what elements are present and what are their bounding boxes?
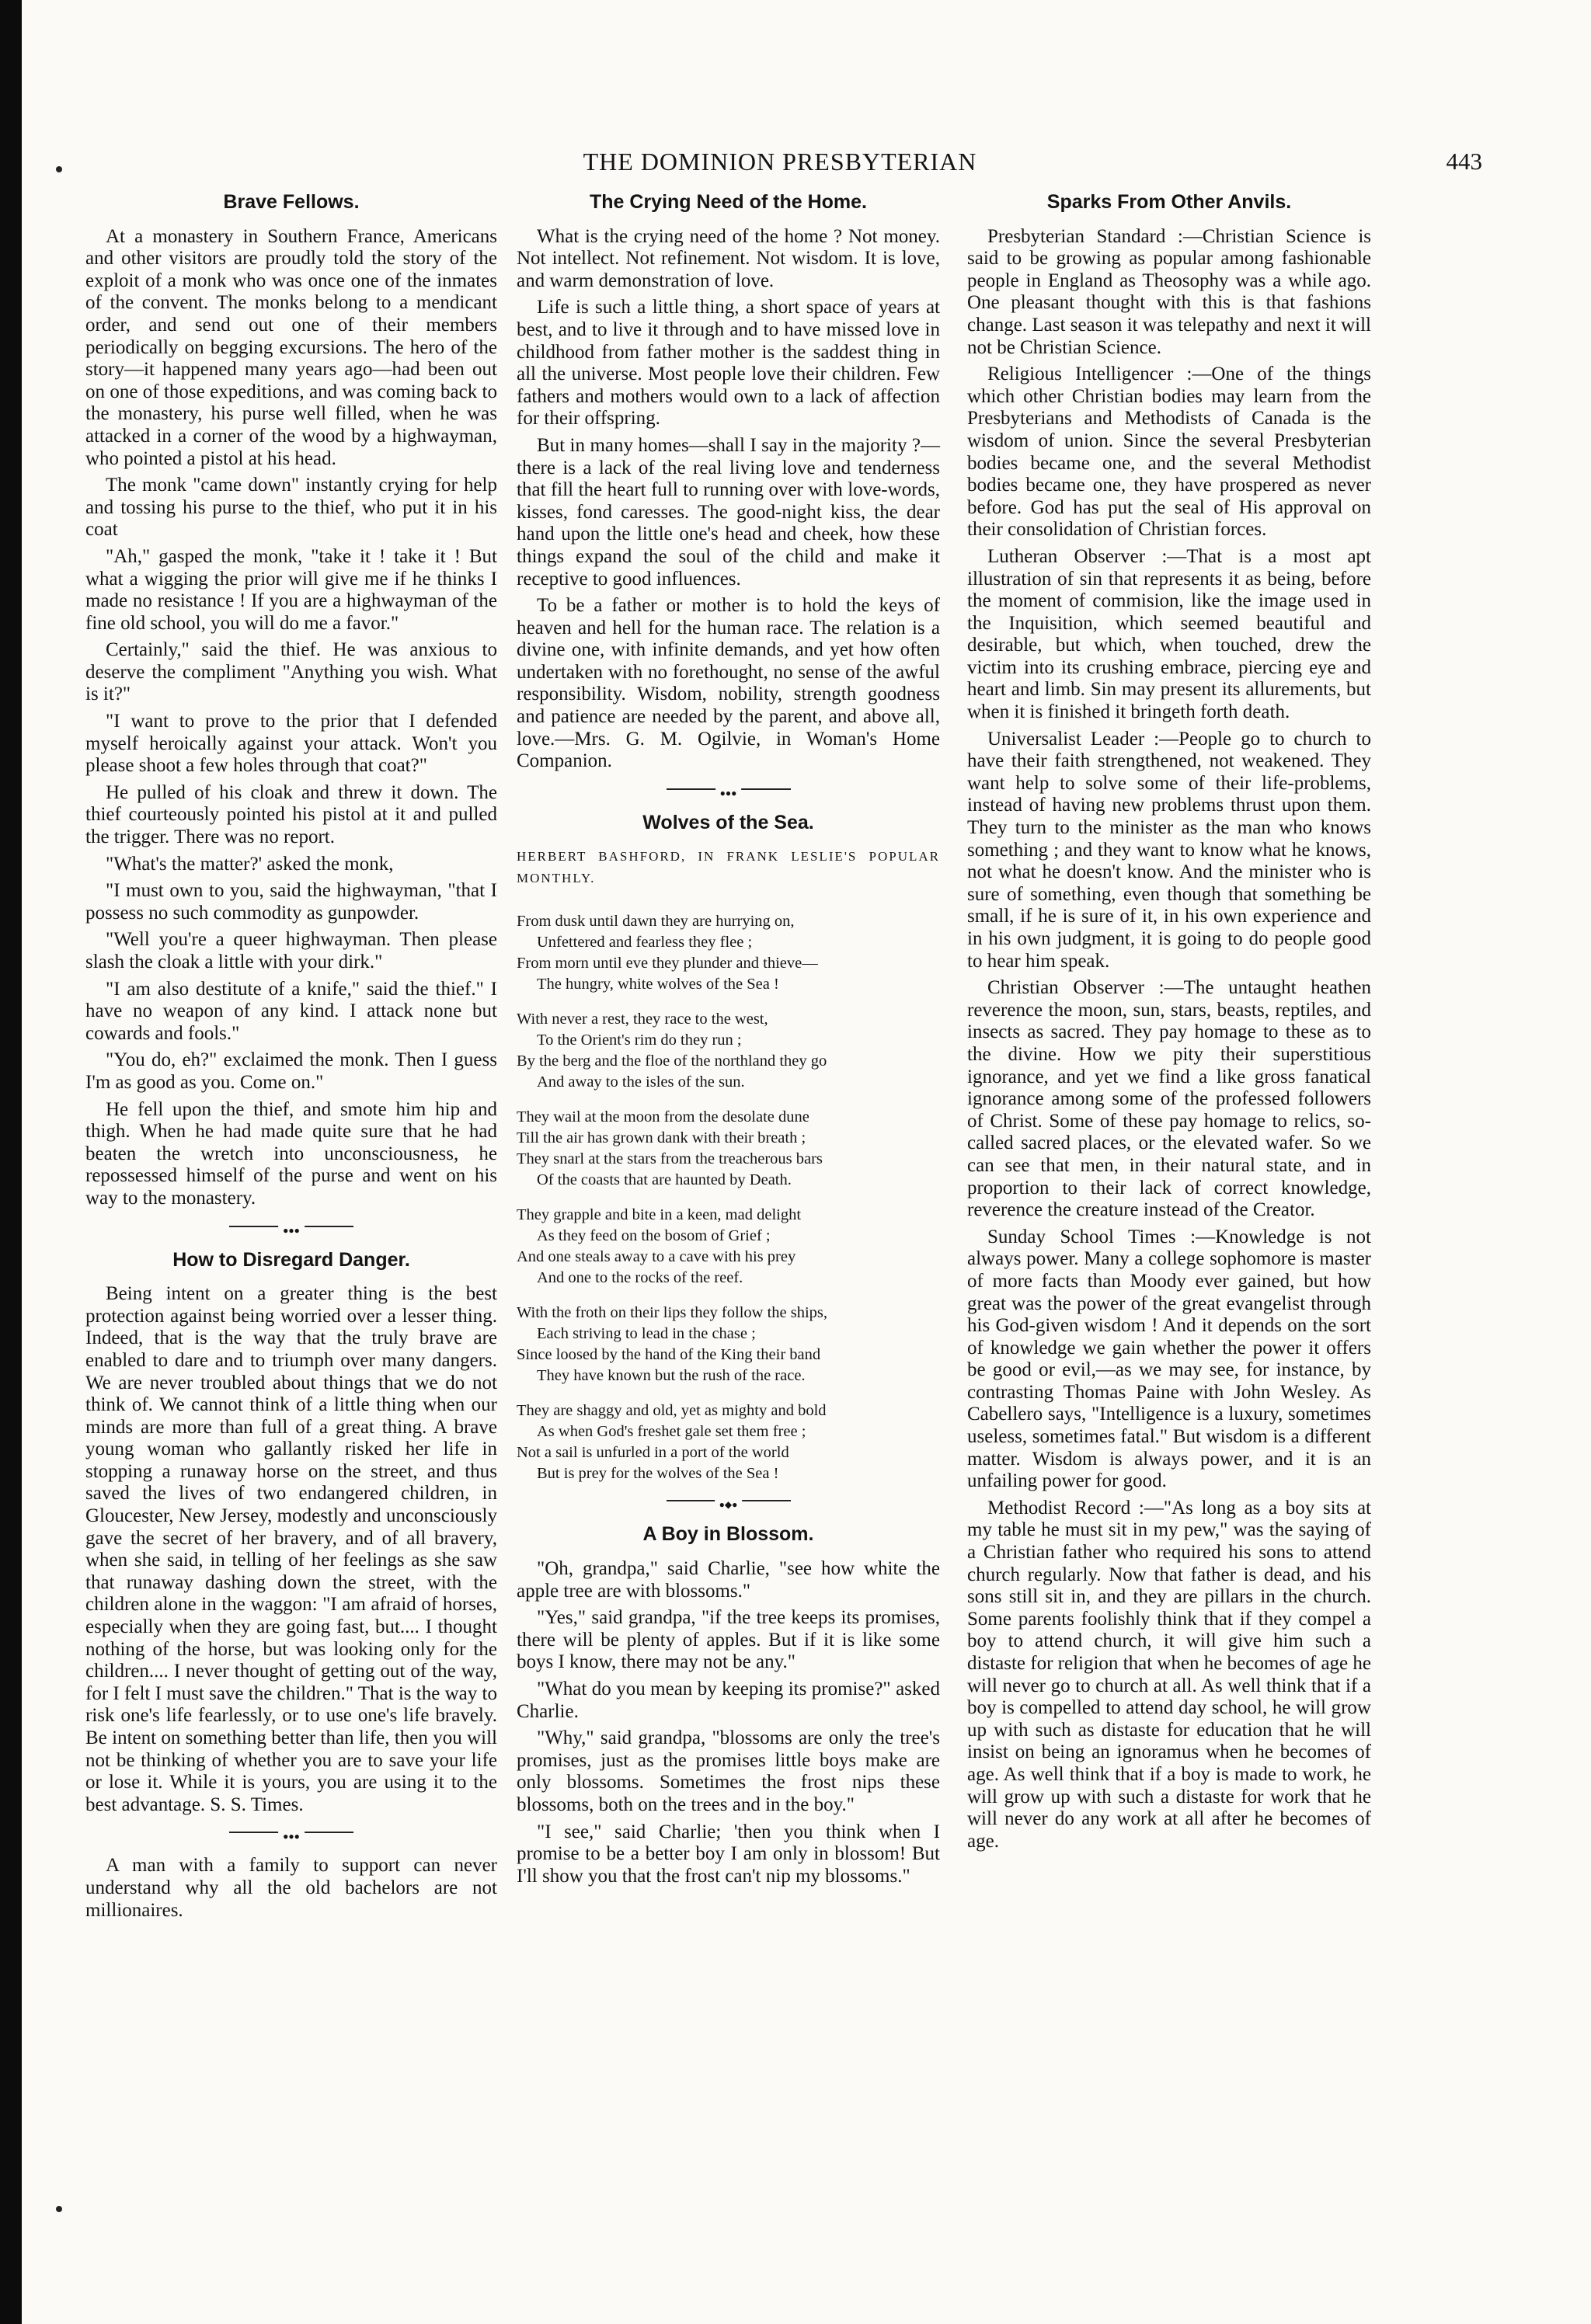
column-middle	[517, 186, 940, 1892]
paragraph: He pulled of his cloak and threw it down. The thief courteously pointed his pistol at it and pulled the trigger. There was no report.	[85, 781, 497, 848]
poem-line: To the Orient's rim do they run ;	[537, 1032, 742, 1049]
poem-line: They have known but the rush of the race.	[537, 1367, 806, 1385]
paragraph: Being intent on a greater thing is the best protection against being worried over a lesser thing. Indeed, that is the way that the truly brave are enabled to dare and to triumph over many dangers. We are never troubled about things that we do not think of. We cannot think of a little thing when our minds are more than full of a great thing. A brave young woman who gallantly risked her life in stopping a runaway horse on the street, and thus saved the lives of two endangered children, in Gloucester, New Jersey, modestly and unconsciously gave the secret of her bravery, and of all bravery, when she said, in telling of her feelings as she saw that runaway dashing down the street, with the children alone in the waggon: "I am afraid of horses, especially when they are going fast, but.... I thought nothing of the horse, but was looking only for the children.... I never thought of getting out of the way, for I felt I must save the children." That is the way to risk one's life fearlessly, or to use one's life bravely. Be intent on something better than life, then you will not be thinking of whether you are to save your life or lose it. While it is yours, you are using it to the best advantage. S. S. Times.	[85, 1283, 497, 1815]
paragraph: "What do you mean by keeping its promise?" asked Charlie.	[517, 1679, 940, 1722]
paragraph: "Yes," said grandpa, "if the tree keeps its promises, there will be plenty of apples. But if it is like some boys I know, there may not be any."	[517, 1607, 940, 1673]
poem-title: Wolves of the Sea.	[642, 811, 814, 833]
poem-stanza	[517, 1400, 940, 1484]
paragraph: Sunday School Times :—Knowledge is not always power. Many a college sophomore is master of more facts than Moody ever gained, but how great was the power of the great evangelist through his God-given wisdom ! And it depends on the sort of knowledge we gain whether the power it offers be good or evil,—as we may see, for instance, by contrasting Thomas Paine with John Wesley. As Cabellero says, "Intelligence is a luxury, sometimes useless, sometimes fatal." But wisdom is a different matter. Wisdom is always power, and it is an unfailing power for good.	[967, 1226, 1371, 1492]
paragraph: "I want to prove to the prior that I defended myself heroically against your attack. Won't you please shoot a few holes through that coat?"	[85, 711, 497, 777]
poem-line: They grapple and bite in a keen, mad delight	[517, 1206, 802, 1224]
poem-stanza	[517, 1107, 940, 1191]
paragraph: "Oh, grandpa," said Charlie, "see how white the apple tree are with blossoms."	[517, 1558, 940, 1602]
paragraph: Christian Observer :—The untaught heathen reverence the moon, sun, stars, beasts, reptiles, and insects as sacred. They pay homage to these as to the divine. How we pity their superstitious ignorance, and yet we find a like gross fanatical ignorance among some of the professed followers of Christ. Some of these pay homage to relics, so-called sacred places, or the elevated wafer. So we can see that men, in their natural state, and in proportion to their lack of correct knowledge, reverence the creature instead of the Creator.	[967, 977, 1371, 1221]
poem-byline: HERBERT BASHFORD, IN FRANK LESLIE'S POPULAR MONTHLY.	[517, 849, 940, 886]
article-title: Brave Fellows.	[223, 191, 360, 213]
column-right	[967, 186, 1371, 1857]
paragraph: "I see," said Charlie; 'then you think when I promise to be a better boy I am only in blossom! But I'll show you that the frost can't nip my blossoms."	[517, 1821, 940, 1887]
article-title: A Boy in Blossom.	[642, 1523, 814, 1546]
paragraph: To be a father or mother is to hold the keys of heaven and hell for the human race. The relation is a divine one, with infinite demands, and yet how often undertaken with no forethought, no sense of the awful responsibility. Wisdom, nobility, strength goodness and patience are needed by the parent, and above all, love.—Mrs. G. M. Ogilvie, in Woman's Home Companion.	[517, 595, 940, 772]
poem-line: From dusk until dawn they are hurrying on,	[517, 913, 795, 931]
article-title: How to Disregard Danger.	[172, 1248, 410, 1271]
paragraph: "You do, eh?" exclaimed the monk. Then I guess I'm as good as you. Come on."	[85, 1049, 497, 1093]
poem-line: Till the air has grown dank with their breath ;	[517, 1129, 806, 1147]
poem-line: They are shaggy and old, yet as mighty and bold	[517, 1402, 827, 1420]
scan-edge	[0, 0, 22, 2324]
poem-line: Not a sail is unfurled in a port of the world	[517, 1444, 789, 1462]
paragraph: "I am also destitute of a knife," said the thief." I have no weapon of any kind. I attack none but cowards and fools."	[85, 978, 497, 1044]
poem-line: As when God's freshet gale set them free ;	[537, 1423, 806, 1441]
paragraph: What is the crying need of the home ? Not money. Not intellect. Not refinement. Not wisdom. It is love, and warm demonstration of love.	[517, 225, 940, 291]
poem-stanza	[517, 911, 940, 995]
paragraph: But in many homes—shall I say in the majority ?—there is a lack of the real living love and tenderness that fill the heart full to running over with love-words, kisses, fond caresses. The good-night kiss, the dear hand upon the little one's head and cheek, how these things expand the soul of the child and make it receptive to good influences.	[517, 434, 940, 590]
paragraph: "Ah," gasped the monk, "take it ! take it ! But what a wigging the prior will give me if he thinks I made no resistance ! If you are a highwayman of the fine old school, you will do me a favor."	[85, 545, 497, 634]
poem-line: And one steals away to a cave with his prey	[517, 1248, 796, 1266]
paragraph: "I must own to you, said the highwayman, "that I possess no such commodity as gunpowder.	[85, 880, 497, 924]
paragraph: Lutheran Observer :—That is a most apt illustration of sin that represents it as being, before the moment of commision, like the image used in the Inquisition, which seemed beautiful and desirable, but which, when touched, drew the victim into its crushing embrace, piercing eye and heart and limb. Sin may present its allurements, but when it is finished it bringeth forth death.	[967, 545, 1371, 723]
page-header	[78, 148, 1482, 186]
poem-line: With the froth on their lips they follow the ships,	[517, 1304, 828, 1322]
poem-line: Since loosed by the hand of the King their band	[517, 1346, 821, 1364]
paragraph: At a monastery in Southern France, Americans and other visitors are proudly told the story of the exploit of a monk who was once one of the inmates of the convent. The monks belong to a mendicant order, and send out one of their members periodically on begging excursions. The hero of the story—it happened many years ago—had been out on one of those expeditions, and was coming back to the monastery, his purse well filled, when he was attacked in a corner of the wood by a highwayman, who pointed a pistol at his head.	[85, 225, 497, 469]
poem-line: With never a rest, they race to the west,	[517, 1011, 768, 1028]
paragraph: The monk "came down" instantly crying for help and tossing his purse to the thief, who put it in his coat	[85, 475, 497, 541]
paragraph: Religious Intelligencer :—One of the things which other Christian bodies may learn from the Presbyterians and Methodists of Canada is the wisdom of union. Since the several Presbyterian bodies became one, and the several Methodist bodies became one, they have prospered as never before. God has put the seal of His approval on their consolidation of Christian forces.	[967, 364, 1371, 541]
paragraph: Life is such a little thing, a short space of years at best, and to live it through and to have missed love in childhood from father mother is the saddest thing in all the universe. Most people love their children. Few fathers and mothers would own to a lack of affection for their offspring.	[517, 297, 940, 430]
article-title: Sparks From Other Anvils.	[1046, 191, 1292, 213]
poem-stanza	[517, 1205, 940, 1289]
paragraph: Methodist Record :—"As long as a boy sits at my table he must sit in my pew," was the saying of a Christian father who required his sons to attend church regularly. Now that father is dead, and his sons still sit in, and they are pillars in the church. Some parents foolishly think that if they compel a boy to attend church, it will give him such a distaste for religion that when he becomes of age he will never go to church at all. As well think that if a boy is compelled to attend day school, he will grow up with such as distaste for education that he will insist on being an ignoramus when he becomes of age. As well think that if a boy is made to work, he will grow up with such a distaste for work that he will never do any work at all after he becomes of age.	[967, 1497, 1371, 1852]
poem-line: And away to the isles of the sun.	[537, 1073, 745, 1091]
poem-line: They snarl at the stars from the treacherous bars	[517, 1150, 823, 1168]
section-divider: ●●●	[229, 1832, 353, 1841]
paragraph: Certainly," said the thief. He was anxious to deserve the compliment "Anything you wish. What is it?"	[85, 639, 497, 705]
poem-stanza	[517, 1303, 940, 1386]
paragraph: "What's the matter?' asked the monk,	[106, 853, 394, 875]
poem-line: They wail at the moon from the desolate dune	[517, 1108, 809, 1126]
masthead-title: THE DOMINION PRESBYTERIAN	[583, 148, 977, 176]
section-divider: ●●●	[229, 1226, 353, 1235]
paragraph: "Well you're a queer highwayman. Then please slash the cloak a little with your dirk."	[85, 929, 497, 972]
section-divider: ●◆●	[667, 1500, 791, 1509]
poem-line: Unfettered and fearless they flee ;	[537, 934, 753, 952]
poem-line: Each striving to lead in the chase ;	[537, 1325, 756, 1343]
poem-line: The hungry, white wolves of the Sea !	[537, 976, 779, 993]
poem-line: And one to the rocks of the reef.	[537, 1269, 743, 1287]
page-number: 443	[1446, 148, 1482, 175]
article-title: The Crying Need of the Home.	[590, 191, 867, 213]
paragraph: Presbyterian Standard :—Christian Science is said to be growing as popular among fashionable people in England as Theosophy was a while ago. One pleasant thought with this is that fashions change. Last season it was telepathy and next it will not be Christian Science.	[967, 225, 1371, 358]
paragraph: "Why," said grandpa, "blossoms are only the tree's promises, just as the promises little boys make are only blossoms. Sometimes the frost nips these blossoms, both on the trees and in the boy."	[517, 1727, 940, 1815]
poem-line: From morn until eve they plunder and thieve—	[517, 955, 818, 972]
margin-dot	[56, 166, 62, 172]
column-left	[85, 186, 497, 1926]
poem-line: As they feed on the bosom of Grief ;	[537, 1227, 771, 1245]
margin-dot	[56, 2206, 62, 2212]
poem-line: But is prey for the wolves of the Sea !	[537, 1465, 779, 1483]
paragraph: Universalist Leader :—People go to church to have their faith strengthened, not weakened. They want help to solve some of their life-problems, instead of having new problems thrust upon them. They turn to the minister as the man who knows something ; and they want to know what he knows, not what he doesn't know. And the minister who is sure of something, even though that something be small, if he is sure of it, in his own experience and in his own judgment, it is going to do people good to hear him speak.	[967, 728, 1371, 972]
poem-line: Of the coasts that are haunted by Death.	[537, 1171, 792, 1189]
poem-line: By the berg and the floe of the northland they go	[517, 1052, 827, 1070]
section-divider: ●●●	[667, 788, 791, 798]
poem	[517, 911, 940, 1484]
paragraph: He fell upon the thief, and smote him hip and thigh. When he had made quite sure that he had beaten the wretch into unconsciousness, he repossessed himself of the purse and went on his way to the monastery.	[85, 1098, 497, 1209]
poem-stanza	[517, 1009, 940, 1093]
filler-paragraph: A man with a family to support can never understand why all the old bachelors are not millionaires.	[85, 1855, 497, 1921]
